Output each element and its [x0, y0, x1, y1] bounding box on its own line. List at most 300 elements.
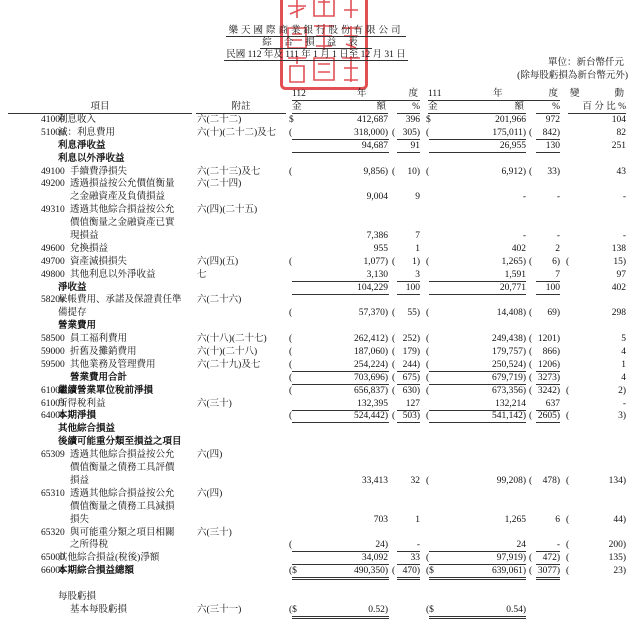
- unit-note: (除每股虧損為新台幣元外): [517, 71, 628, 81]
- amount-112-value: 703: [373, 514, 388, 525]
- underline-rule: [397, 359, 420, 372]
- underline-rule: [397, 127, 420, 140]
- amount-112-prefix: $: [289, 115, 294, 125]
- pct-111-value: 3242): [537, 385, 560, 396]
- pct-111-prefix: (: [529, 359, 533, 370]
- table-row: [0, 436, 632, 449]
- table-row: [0, 423, 632, 436]
- item-label: 本期淨損: [58, 411, 97, 422]
- item-label: 其他綜合損益(稅後)淨額: [58, 553, 160, 564]
- year-111-header: 111 年 度: [428, 89, 558, 99]
- amount-111-prefix: (: [426, 308, 430, 319]
- pct-111-value: -: [556, 192, 560, 203]
- item-label: 本期綜合損益總額: [58, 566, 135, 577]
- item-label: 利息以外淨收益: [58, 153, 125, 164]
- pct-112-value: 3: [415, 269, 420, 280]
- underline-rule: [536, 282, 560, 295]
- underline-rule: [429, 282, 526, 295]
- amount-111-prefix: (: [426, 334, 430, 345]
- table-row: [0, 320, 632, 333]
- table-row: [0, 385, 632, 398]
- underline-rule: [536, 372, 560, 385]
- underline-rule: [429, 398, 526, 411]
- underline-rule: [429, 359, 526, 372]
- amount-112-value: 524,442): [353, 411, 388, 422]
- pct-112-value: 10): [407, 166, 420, 177]
- pct-112-value: 675): [402, 372, 420, 383]
- account-code: 65309: [41, 450, 65, 461]
- table-row: [0, 204, 632, 217]
- pct-112-prefix: (: [392, 334, 396, 345]
- amount-112-value: 94,687: [361, 140, 388, 151]
- item-label: 後續可能重分類至損益之項目: [58, 437, 182, 448]
- note-ref: 七: [197, 269, 207, 280]
- note-ref: 六(二十四): [197, 179, 242, 190]
- item-label: 其他業務及管理費用: [70, 359, 156, 370]
- underline-rule: [292, 552, 389, 565]
- account-code: 49200: [41, 179, 65, 190]
- change-pct-prefix: (: [566, 256, 570, 267]
- table-row: [0, 294, 632, 307]
- pct-112-value: 630): [402, 385, 420, 396]
- underline-rule: [429, 269, 526, 282]
- item-label: 價值衡量之金融資產已實: [70, 218, 175, 229]
- underline-rule: [292, 398, 389, 411]
- amount-112-prefix: (: [289, 359, 293, 370]
- change-pct-value: 43: [616, 166, 626, 177]
- company-name: 樂天國際商業銀行股份有限公司: [228, 26, 404, 36]
- underline-rule: [536, 398, 560, 411]
- pct-112-prefix: (: [392, 566, 396, 577]
- amount-112-value: 412,687: [357, 115, 388, 125]
- item-label: 現損益: [70, 231, 99, 242]
- item-label: 員工福利費用: [70, 334, 128, 345]
- pct-111-prefix: (: [529, 385, 533, 396]
- amount-111-value: 1,265): [501, 256, 526, 267]
- amount-111-value: 679,719): [491, 372, 526, 383]
- pct-112-prefix: (: [392, 256, 396, 267]
- table-row: [0, 488, 632, 501]
- change-pct-value: 134): [608, 475, 626, 486]
- change-pct-prefix: (: [566, 553, 570, 564]
- note-ref: 六(二十三)及七: [197, 166, 261, 177]
- account-code: 59000: [41, 347, 65, 358]
- pct-111-value: 3273): [537, 372, 560, 383]
- table-row: [0, 565, 632, 578]
- underline-rule: [397, 410, 420, 423]
- table-row: [0, 475, 632, 488]
- pct-111-value: 6: [555, 514, 560, 525]
- note-ref: 六(二十九)及七: [197, 359, 261, 370]
- account-code: 61003: [41, 398, 65, 409]
- pct-112-value: 179): [402, 347, 420, 358]
- account-code: 58200: [41, 295, 65, 306]
- note-ref: 六(二十六): [197, 295, 242, 306]
- underline-rule: [536, 269, 560, 282]
- pct-111-value: 866): [542, 347, 560, 358]
- pct-112-value: 32: [410, 475, 420, 486]
- pct-111-prefix: (: [529, 127, 533, 138]
- underline-rule: [429, 539, 526, 552]
- change-pct-value: 402: [611, 282, 626, 293]
- amount-112-prefix: (: [289, 334, 293, 345]
- amount-111-value: 132,214: [495, 398, 526, 409]
- pct-112-prefix: (: [392, 385, 396, 396]
- item-label: 兌換損益: [70, 243, 109, 254]
- table-row: [0, 127, 632, 140]
- amount-111-value: -: [522, 231, 526, 242]
- underline-rule: [536, 127, 560, 140]
- amount-111-value: 26,955: [499, 140, 526, 151]
- amount-111-value: 175,011): [492, 127, 526, 138]
- account-code: 49100: [41, 166, 65, 177]
- underline-rule: [536, 140, 560, 153]
- pct-111-prefix: (: [529, 347, 533, 358]
- pct-112-prefix: (: [392, 127, 396, 138]
- pct-112-prefix: (: [392, 308, 396, 319]
- item-label: 透過其他綜合損益按公允: [70, 450, 175, 461]
- account-code: 64000: [41, 411, 65, 422]
- pct-112-value: 396: [405, 115, 420, 125]
- change-pct-prefix: (: [566, 540, 570, 551]
- amount-111-value: 201,966: [495, 115, 526, 125]
- note-ref: 六(三十): [197, 527, 232, 538]
- underline-rule: [292, 269, 389, 282]
- amount-111-value: 541,142): [491, 411, 526, 422]
- pct-111-value: 130: [545, 140, 560, 151]
- pct-112-value: 503): [402, 411, 420, 422]
- account-code: 49600: [41, 243, 65, 254]
- amount-112-value: 34,092: [361, 553, 388, 564]
- amount-111-value: 6,912): [501, 166, 526, 177]
- year-112-header: 112 年 度: [292, 89, 418, 99]
- amount-112-prefix: (: [289, 347, 293, 358]
- change-pct-value: 3): [618, 411, 626, 422]
- underline-rule: [397, 140, 420, 153]
- pct-111-value: 3077): [537, 566, 560, 577]
- amount-112-value: 132,395: [357, 398, 388, 409]
- pct-112-prefix: (: [392, 359, 396, 370]
- underline-rule: [397, 372, 420, 385]
- pct-111-prefix: (: [529, 475, 533, 486]
- change-pct-value: 1: [621, 359, 626, 370]
- amount-112-prefix: (: [289, 385, 293, 396]
- table-row: [0, 514, 632, 527]
- amount-112-value: 490,350): [353, 566, 388, 577]
- pct-112-value: 1): [412, 256, 420, 267]
- item-label: 營業費用合計: [70, 372, 128, 383]
- pct-111-header: %: [536, 101, 560, 114]
- pct-111-value: 69): [547, 308, 560, 319]
- pct-111-value: -: [556, 540, 560, 551]
- pct-111-prefix: (: [529, 256, 533, 267]
- underline-rule: [429, 372, 526, 385]
- amount-111-header: 金 額: [428, 102, 524, 112]
- pct-112-value: 470): [402, 566, 420, 577]
- item-label: 價值衡量之債務工具評價: [70, 463, 175, 474]
- amount-112-value: 187,060): [353, 347, 388, 358]
- amount-112-prefix: ($: [289, 566, 297, 577]
- amount-112-value: 1,077): [363, 256, 388, 267]
- amount-111-value: 20,771: [499, 282, 526, 293]
- change-pct-header: 百 分 比 %: [568, 101, 626, 114]
- item-label: 呆帳費用、承諾及保證責任準: [58, 295, 182, 306]
- item-label: 透過其他綜合損益按公允: [70, 488, 175, 499]
- note-ref: 六(十)(二十八): [197, 347, 258, 358]
- underline-rule: [292, 140, 389, 153]
- amount-112-value: 3,130: [366, 269, 388, 280]
- amount-111-value: 250,524): [491, 359, 526, 370]
- underline-rule: [292, 372, 389, 385]
- underline-rule: [292, 539, 389, 552]
- change-pct-value: 5: [621, 334, 626, 345]
- amount-111-prefix: (: [426, 127, 430, 138]
- change-pct-value: 97: [616, 269, 626, 280]
- item-label: 利息收入: [58, 115, 97, 125]
- pct-111-value: 100: [545, 282, 560, 293]
- pct-111-value: 7: [555, 269, 560, 280]
- pct-112-value: 91: [410, 140, 420, 151]
- amount-112-prefix: (: [289, 372, 293, 383]
- pct-111-prefix: (: [529, 334, 533, 345]
- pct-112-value: 244): [402, 359, 420, 370]
- pct-111-value: 478): [542, 475, 560, 486]
- pct-112-value: 127: [405, 398, 420, 409]
- amount-111-value: 1,265: [504, 514, 526, 525]
- table-row: [0, 333, 632, 346]
- amount-111-prefix: (: [426, 372, 430, 383]
- amount-112-prefix: ($: [289, 604, 297, 615]
- amount-111-prefix: (: [426, 166, 430, 177]
- amount-112-value: 254,224): [353, 359, 388, 370]
- item-label: 與可能重分類之項目相關: [70, 527, 175, 538]
- pct-111-prefix: (: [529, 553, 533, 564]
- underline-rule: [536, 410, 560, 423]
- underline-rule: [536, 552, 560, 565]
- pct-112-prefix: (: [392, 411, 396, 422]
- note-ref: 六(四): [197, 488, 223, 499]
- account-code: 41000: [41, 115, 65, 125]
- note-ref: 六(三十一): [197, 604, 242, 615]
- table-row: [0, 591, 632, 604]
- table-row: [0, 398, 632, 411]
- underline-rule: [429, 140, 526, 153]
- amount-111-value: 249,438): [491, 334, 526, 345]
- amount-112-value: 0.52): [368, 604, 388, 615]
- pct-112-value: 7: [415, 231, 420, 242]
- amount-112-value: 57,370): [358, 308, 388, 319]
- underline-rule: [536, 539, 560, 552]
- account-code: 65320: [41, 527, 65, 538]
- pct-112-value: 252): [402, 334, 420, 345]
- item-label: 損益: [70, 475, 90, 486]
- pct-111-prefix: (: [529, 566, 533, 577]
- amount-111-value: 24: [516, 540, 526, 551]
- income-statement-table: [0, 114, 632, 617]
- table-row: [0, 282, 632, 295]
- amount-111-value: 402: [511, 243, 526, 254]
- table-row: [0, 359, 632, 372]
- amount-112-value: 9,856): [363, 166, 388, 177]
- pct-111-value: 472): [542, 553, 560, 564]
- table-row: [0, 269, 632, 282]
- pct-112-value: 1: [415, 243, 420, 254]
- underline-rule: [292, 359, 389, 372]
- underline-rule: [292, 604, 389, 619]
- note-ref: 六(十)(二十二)及七: [197, 127, 277, 138]
- amount-112-header: 金 額: [292, 102, 386, 112]
- item-label: 之所得稅: [70, 540, 109, 551]
- amount-112-prefix: (: [289, 540, 293, 551]
- change-pct-value: -: [622, 192, 626, 203]
- account-code: 49310: [41, 205, 65, 216]
- underline-rule: [429, 410, 526, 423]
- pct-111-value: 637: [545, 398, 560, 409]
- item-label: 手續費淨損失: [70, 166, 128, 177]
- item-header: 項目: [8, 101, 192, 114]
- underline-rule: [429, 604, 526, 619]
- pct-112-prefix: (: [392, 347, 396, 358]
- pct-111-value: 1201): [537, 334, 560, 345]
- amount-111-prefix: $: [426, 115, 431, 125]
- item-label: 繼續營業單位稅前淨損: [58, 385, 154, 396]
- table-row: [0, 449, 632, 462]
- table-row: [0, 166, 632, 179]
- table-row: [0, 307, 632, 320]
- pct-112-header: %: [397, 101, 420, 114]
- change-pct-value: 4: [621, 347, 626, 358]
- note-ref: 六(四): [197, 450, 223, 461]
- underline-rule: [292, 127, 389, 140]
- amount-112-prefix: (: [289, 411, 293, 422]
- item-label: 其他利息以外淨收益: [70, 269, 156, 280]
- pct-111-value: 33): [547, 166, 560, 177]
- item-label: 每股虧損: [58, 591, 97, 602]
- change-pct-value: 200): [608, 540, 626, 551]
- table-row: [0, 230, 632, 243]
- underline-rule: [292, 410, 389, 423]
- item-label: 利息淨收益: [58, 140, 106, 151]
- account-code: 61001: [41, 385, 65, 396]
- item-label: 減：利息費用: [58, 127, 116, 138]
- amount-112-value: 9,004: [366, 192, 388, 203]
- pct-112-value: 55): [407, 308, 420, 319]
- pct-112-value: 100: [405, 282, 420, 293]
- table-row: [0, 501, 632, 514]
- amount-111-value: 1,591: [504, 269, 526, 280]
- item-label: 所得稅利益: [58, 398, 106, 409]
- amount-111-value: 0.54): [506, 604, 526, 615]
- pct-111-value: 972: [545, 115, 560, 125]
- table-row: [0, 552, 632, 565]
- amount-111-value: 673,356): [491, 385, 526, 396]
- underline-rule: [429, 552, 526, 565]
- change-pct-value: 23): [613, 566, 626, 577]
- note-header: 附註: [196, 101, 286, 114]
- amount-111-prefix: (: [426, 347, 430, 358]
- pct-111-value: -: [556, 231, 560, 242]
- amount-112-prefix: (: [289, 166, 293, 177]
- amount-112-value: 318,000): [353, 127, 388, 138]
- amount-111-value: 14,408): [496, 308, 526, 319]
- amount-111-prefix: (: [426, 475, 430, 486]
- change-pct-prefix: (: [566, 475, 570, 486]
- pct-111-value: 1206): [537, 359, 560, 370]
- note-ref: 六(二十二): [197, 115, 242, 125]
- change-pct-value: 15): [613, 256, 626, 267]
- pct-112-prefix: (: [392, 166, 396, 177]
- table-row: [0, 217, 632, 230]
- change-pct-prefix: (: [566, 411, 570, 422]
- amount-112-value: 955: [373, 243, 388, 254]
- table-row: [0, 243, 632, 256]
- item-label: 營業費用: [58, 321, 97, 332]
- unit-label: 單位：新台幣仟元: [547, 58, 624, 68]
- table-row: [0, 372, 632, 385]
- change-pct-value: 4: [621, 372, 626, 383]
- amount-112-value: 262,412): [353, 334, 388, 345]
- change-header: 變 動: [570, 89, 624, 99]
- amount-111-value: -: [522, 192, 526, 203]
- item-label: 透過其他綜合損益按公允: [70, 205, 175, 216]
- amount-111-prefix: (: [426, 385, 430, 396]
- pct-111-prefix: (: [529, 166, 533, 177]
- table-row: [0, 410, 632, 423]
- item-label: 損失: [70, 514, 90, 525]
- note-ref: 六(三十): [197, 398, 232, 409]
- amount-111-prefix: (: [426, 553, 430, 564]
- pct-111-value: 6): [552, 256, 560, 267]
- pct-111-prefix: (: [529, 308, 533, 319]
- account-code: 59500: [41, 359, 65, 370]
- pct-112-value: 305): [402, 127, 420, 138]
- table-row: [0, 462, 632, 475]
- table-row: [0, 114, 632, 127]
- table-row: [0, 539, 632, 552]
- account-code: 65000: [41, 553, 65, 564]
- change-pct-prefix: (: [566, 514, 570, 525]
- item-label: 之金融資產及負債損益: [70, 192, 166, 203]
- table-row: [0, 178, 632, 191]
- change-pct-value: 251: [611, 140, 626, 151]
- underline-rule: [397, 282, 420, 295]
- change-pct-value: 104: [611, 115, 626, 125]
- pct-112-value: 1: [415, 514, 420, 525]
- table-row: [0, 140, 632, 153]
- note-ref: 六(四)(二十五): [197, 205, 258, 216]
- amount-111-prefix: ($: [426, 604, 434, 615]
- change-pct-value: 135): [608, 553, 626, 564]
- item-label: 資產減損損失: [70, 256, 128, 267]
- amount-111-prefix: (: [426, 411, 430, 422]
- amount-111-value: 179,757): [491, 347, 526, 358]
- pct-111-value: 2: [555, 243, 560, 254]
- underline-rule: [536, 359, 560, 372]
- table-row: [0, 256, 632, 269]
- change-pct-value: -: [622, 398, 626, 409]
- amount-112-prefix: (: [289, 308, 293, 319]
- amount-111-value: 639,061): [491, 566, 526, 577]
- account-code: 65310: [41, 488, 65, 499]
- pct-112-value: 33: [410, 553, 420, 564]
- amount-111-prefix: ($: [426, 566, 434, 577]
- amount-112-prefix: (: [289, 127, 293, 138]
- amount-111-prefix: (: [426, 359, 430, 370]
- account-code: 66000: [41, 566, 65, 577]
- change-pct-value: 82: [616, 127, 626, 138]
- pct-111-prefix: (: [529, 372, 533, 383]
- amount-111-value: 99,208): [496, 475, 526, 486]
